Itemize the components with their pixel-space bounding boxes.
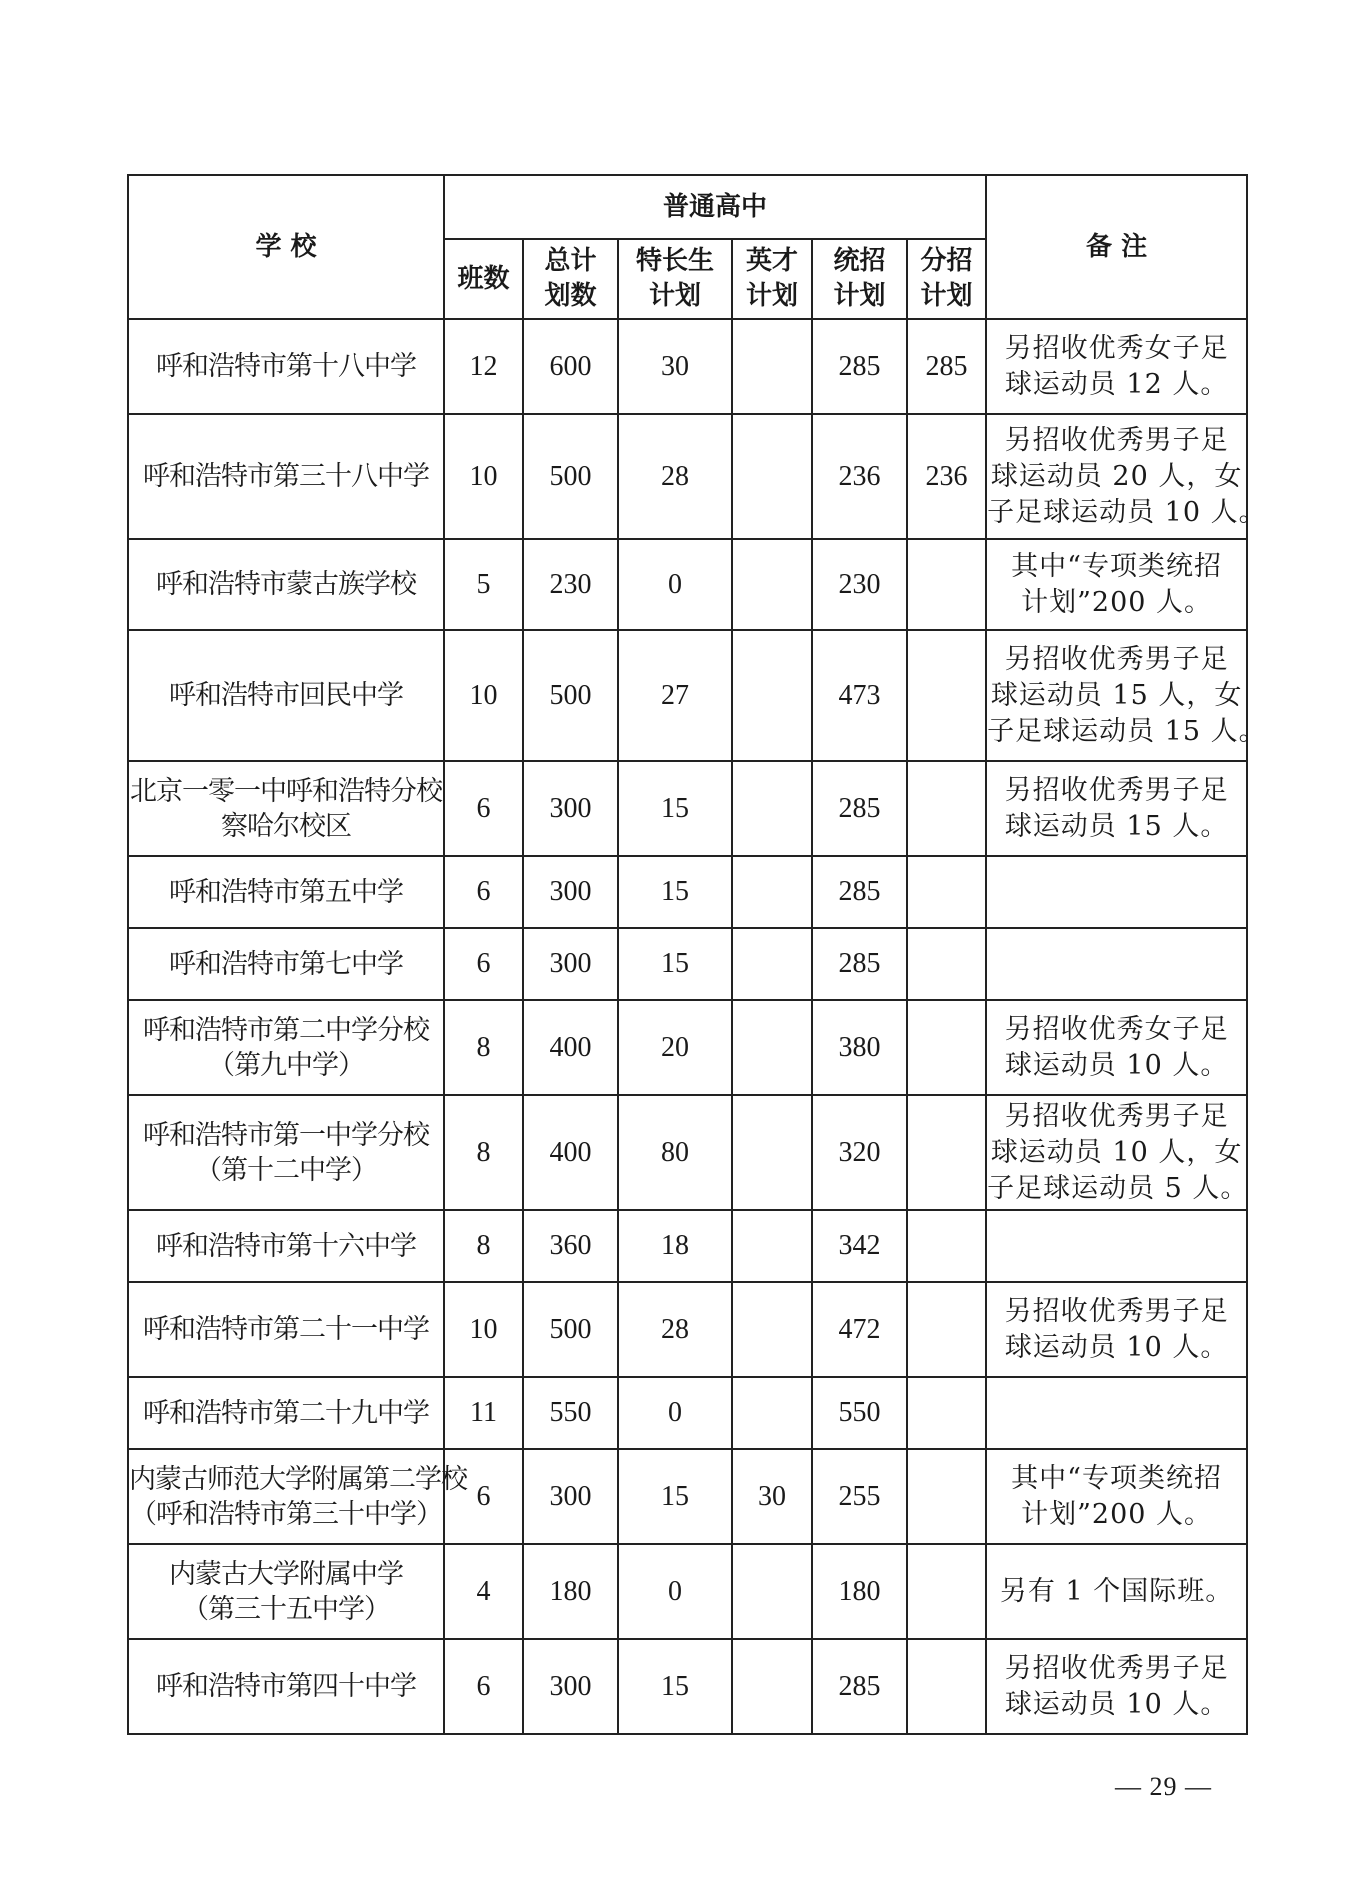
school-name-line: （第三十五中学） [182, 1593, 390, 1625]
unified-plan-cell: 320 [812, 1095, 907, 1210]
header-column [444, 239, 523, 319]
talent-plan-cell: 80 [618, 1095, 732, 1210]
classes-cell: 6 [444, 761, 523, 856]
remarks-cell [986, 319, 1247, 414]
branch-plan-cell [907, 761, 986, 856]
unified-plan-cell: 473 [812, 630, 907, 761]
branch-plan-cell [907, 1282, 986, 1377]
remarks-line: 其中“专项类统招 [1011, 1462, 1222, 1494]
remarks-cell [986, 856, 1247, 928]
table-row [128, 1000, 1247, 1095]
branch-plan-cell [907, 928, 986, 1000]
header-column [618, 239, 732, 319]
total-plan-cell: 600 [523, 319, 618, 414]
talent-plan-cell: 15 [618, 928, 732, 1000]
remarks-cell [986, 1000, 1247, 1095]
remarks-line: 另招收优秀男子足 [1004, 774, 1229, 806]
total-plan-cell: 500 [523, 414, 618, 539]
talent-plan-cell: 27 [618, 630, 732, 761]
remarks-line: 子足球运动员 10 人。 [987, 496, 1267, 528]
remarks-line: 另招收优秀男子足 [1004, 1295, 1229, 1327]
elite-plan-cell [732, 539, 812, 630]
remarks-cell [986, 1377, 1247, 1449]
talent-plan-cell: 15 [618, 1449, 732, 1544]
header-school: 学 校 [128, 175, 444, 319]
school-name-line: 呼和浩特市第一中学分校 [143, 1119, 429, 1151]
total-plan-cell: 360 [523, 1210, 618, 1282]
school-name-line: 呼和浩特市第十八中学 [156, 351, 416, 382]
remarks-cell [986, 1544, 1247, 1639]
classes-cell: 6 [444, 856, 523, 928]
remarks-line: 计划”200 人。 [1021, 1498, 1213, 1530]
school-name-line: 呼和浩特市第二中学分校 [143, 1014, 429, 1046]
school-name-line: 呼和浩特市第十六中学 [156, 1230, 416, 1262]
school-name-cell [128, 319, 444, 414]
header-column-line: 分招 [920, 246, 973, 276]
school-name-line: 呼和浩特市回民中学 [169, 680, 403, 711]
school-name-line: 呼和浩特市第五中学 [169, 876, 403, 908]
branch-plan-cell [907, 1377, 986, 1449]
remarks-line: 另招收优秀女子足 [1004, 332, 1229, 364]
remarks-line: 球运动员 20 人，女 [990, 460, 1243, 492]
table-row [128, 761, 1247, 856]
unified-plan-cell: 285 [812, 856, 907, 928]
branch-plan-cell [907, 539, 986, 630]
unified-plan-cell: 550 [812, 1377, 907, 1449]
table-row [128, 630, 1247, 761]
school-name-line: （第十二中学） [195, 1154, 377, 1186]
table-row [128, 1210, 1247, 1282]
remarks-cell [986, 1095, 1247, 1210]
table-row [128, 928, 1247, 1000]
remarks-line: 球运动员 15 人。 [1004, 810, 1229, 842]
talent-plan-cell: 18 [618, 1210, 732, 1282]
total-plan-cell: 180 [523, 1544, 618, 1639]
remarks-line: 球运动员 10 人，女 [990, 1136, 1243, 1168]
elite-plan-cell: 30 [732, 1449, 812, 1544]
remarks-line: 另有 1 个国际班。 [999, 1575, 1234, 1607]
remarks-line: 其中“专项类统招 [1011, 550, 1222, 582]
total-plan-cell: 400 [523, 1000, 618, 1095]
header-column-line: 统招 [833, 246, 886, 276]
table-row [128, 856, 1247, 928]
table-row [128, 1449, 1247, 1544]
talent-plan-cell: 15 [618, 856, 732, 928]
total-plan-cell: 300 [523, 1449, 618, 1544]
school-name-line: 北京一零一中呼和浩特分校 [130, 775, 442, 807]
table-header [128, 175, 1247, 319]
header-column-line: 计划 [745, 281, 798, 311]
talent-plan-cell: 30 [618, 319, 732, 414]
header-column-line: 计划 [648, 281, 701, 311]
school-name-line: （第九中学） [208, 1049, 364, 1081]
header-column-line: 班数 [457, 263, 510, 294]
school-name-cell [128, 630, 444, 761]
unified-plan-cell: 342 [812, 1210, 907, 1282]
unified-plan-cell: 285 [812, 928, 907, 1000]
table-row [128, 1282, 1247, 1377]
classes-cell: 10 [444, 414, 523, 539]
school-name-cell [128, 1377, 444, 1449]
classes-cell: 6 [444, 1639, 523, 1734]
remarks-cell [986, 1639, 1247, 1734]
classes-cell: 8 [444, 1000, 523, 1095]
unified-plan-cell: 472 [812, 1282, 907, 1377]
talent-plan-cell: 0 [618, 1544, 732, 1639]
remarks-line: 另招收优秀女子足 [1004, 1013, 1229, 1045]
remarks-cell [986, 1282, 1247, 1377]
school-name-line: 察哈尔校区 [221, 810, 351, 842]
unified-plan-cell: 230 [812, 539, 907, 630]
school-name-line: 呼和浩特市蒙古族学校 [156, 569, 416, 600]
elite-plan-cell [732, 856, 812, 928]
total-plan-cell: 300 [523, 761, 618, 856]
branch-plan-cell [907, 1095, 986, 1210]
page-number: — 29 — [1115, 1772, 1212, 1801]
school-name-cell [128, 928, 444, 1000]
header-column-line: 总计 [544, 246, 597, 276]
classes-cell: 8 [444, 1210, 523, 1282]
school-name-cell [128, 761, 444, 856]
table-row [128, 1095, 1247, 1210]
branch-plan-cell: 236 [907, 414, 986, 539]
school-name-cell [128, 1544, 444, 1639]
header-column-line: 特长生 [635, 246, 714, 276]
total-plan-cell: 500 [523, 1282, 618, 1377]
total-plan-cell: 300 [523, 928, 618, 1000]
unified-plan-cell: 285 [812, 761, 907, 856]
classes-cell: 10 [444, 630, 523, 761]
unified-plan-cell: 180 [812, 1544, 907, 1639]
remarks-line: 子足球运动员 15 人。 [987, 715, 1267, 747]
elite-plan-cell [732, 1377, 812, 1449]
school-name-line: 呼和浩特市第四十中学 [156, 1671, 416, 1702]
unified-plan-cell: 285 [812, 319, 907, 414]
header-column [523, 239, 618, 319]
classes-cell: 8 [444, 1095, 523, 1210]
classes-cell: 6 [444, 928, 523, 1000]
remarks-cell [986, 1449, 1247, 1544]
talent-plan-cell: 20 [618, 1000, 732, 1095]
header-general-high-school: 普通高中 [444, 175, 986, 239]
remarks-line: 球运动员 12 人。 [1004, 368, 1229, 400]
elite-plan-cell [732, 630, 812, 761]
remarks-line: 另招收优秀男子足 [1004, 424, 1229, 456]
talent-plan-cell: 15 [618, 761, 732, 856]
header-column-line: 英才 [745, 246, 798, 276]
unified-plan-cell: 380 [812, 1000, 907, 1095]
branch-plan-cell [907, 1544, 986, 1639]
remarks-cell [986, 630, 1267, 761]
total-plan-cell: 300 [523, 1639, 618, 1734]
total-plan-cell: 550 [523, 1377, 618, 1449]
table-row [128, 319, 1247, 414]
classes-cell: 4 [444, 1544, 523, 1639]
elite-plan-cell [732, 1282, 812, 1377]
remarks-line: 球运动员 10 人。 [1004, 1688, 1229, 1720]
remarks-cell [986, 539, 1247, 630]
elite-plan-cell [732, 1210, 812, 1282]
talent-plan-cell: 15 [618, 1639, 732, 1734]
school-name-line: 呼和浩特市第三十八中学 [143, 461, 429, 492]
table-row [128, 539, 1247, 630]
header-column [812, 239, 907, 319]
elite-plan-cell [732, 1639, 812, 1734]
total-plan-cell: 300 [523, 856, 618, 928]
branch-plan-cell: 285 [907, 319, 986, 414]
school-name-line: 内蒙古师范大学附属第二学校 [129, 1463, 467, 1495]
classes-cell: 11 [444, 1377, 523, 1449]
talent-plan-cell: 0 [618, 1377, 732, 1449]
branch-plan-cell [907, 1449, 986, 1544]
branch-plan-cell [907, 630, 986, 761]
elite-plan-cell [732, 319, 812, 414]
school-name-cell [128, 1639, 444, 1734]
school-name-cell [128, 856, 444, 928]
header-column-line: 计划 [920, 281, 973, 311]
unified-plan-cell: 236 [812, 414, 907, 539]
elite-plan-cell [732, 1000, 812, 1095]
unified-plan-cell: 255 [812, 1449, 907, 1544]
unified-plan-cell: 285 [812, 1639, 907, 1734]
header-column-line: 划数 [544, 281, 597, 311]
school-name-line: 呼和浩特市第二十九中学 [143, 1397, 429, 1429]
remarks-cell [986, 1210, 1247, 1282]
enrollment-plan-table [127, 174, 1267, 1735]
table-body [128, 319, 1267, 1734]
remarks-line: 子足球运动员 5 人。 [987, 1172, 1249, 1204]
header-column [907, 239, 986, 319]
school-name-cell [128, 1095, 444, 1210]
school-name-cell [128, 1282, 444, 1377]
header-column [732, 239, 812, 319]
school-name-cell [128, 414, 444, 539]
classes-cell: 10 [444, 1282, 523, 1377]
branch-plan-cell [907, 1000, 986, 1095]
header-column-line: 计划 [833, 281, 886, 311]
school-name-cell [128, 1000, 444, 1095]
school-name-line: 内蒙古大学附属中学 [169, 1558, 403, 1590]
classes-cell: 5 [444, 539, 523, 630]
remarks-line: 计划”200 人。 [1021, 586, 1213, 618]
elite-plan-cell [732, 1095, 812, 1210]
school-name-cell [128, 1449, 467, 1544]
elite-plan-cell [732, 928, 812, 1000]
total-plan-cell: 230 [523, 539, 618, 630]
branch-plan-cell [907, 1210, 986, 1282]
school-name-cell [128, 1210, 444, 1282]
talent-plan-cell: 28 [618, 414, 732, 539]
elite-plan-cell [732, 414, 812, 539]
remarks-cell [986, 928, 1247, 1000]
remarks-cell [986, 414, 1267, 539]
remarks-line: 另招收优秀男子足 [1004, 1652, 1229, 1684]
table-row [128, 1639, 1247, 1734]
remarks-line: 球运动员 15 人，女 [990, 679, 1243, 711]
talent-plan-cell: 0 [618, 539, 732, 630]
remarks-line: 球运动员 10 人。 [1004, 1331, 1229, 1363]
school-name-line: （呼和浩特市第三十中学） [130, 1498, 442, 1530]
remarks-line: 球运动员 10 人。 [1004, 1049, 1229, 1081]
branch-plan-cell [907, 856, 986, 928]
elite-plan-cell [732, 761, 812, 856]
school-name-line: 呼和浩特市第二十一中学 [143, 1314, 429, 1345]
table-row [128, 414, 1247, 539]
total-plan-cell: 400 [523, 1095, 618, 1210]
elite-plan-cell [732, 1544, 812, 1639]
table-row [128, 1377, 1247, 1449]
classes-cell: 6 [444, 1449, 523, 1544]
remarks-cell [986, 761, 1247, 856]
talent-plan-cell: 28 [618, 1282, 732, 1377]
branch-plan-cell [907, 1639, 986, 1734]
table-row [128, 1544, 1247, 1639]
classes-cell: 12 [444, 319, 523, 414]
remarks-line: 另招收优秀男子足 [1004, 643, 1229, 675]
remarks-line: 另招收优秀男子足 [1004, 1100, 1229, 1132]
total-plan-cell: 500 [523, 630, 618, 761]
school-name-line: 呼和浩特市第七中学 [169, 948, 403, 980]
header-remarks: 备 注 [986, 175, 1247, 319]
school-name-cell [128, 539, 444, 630]
